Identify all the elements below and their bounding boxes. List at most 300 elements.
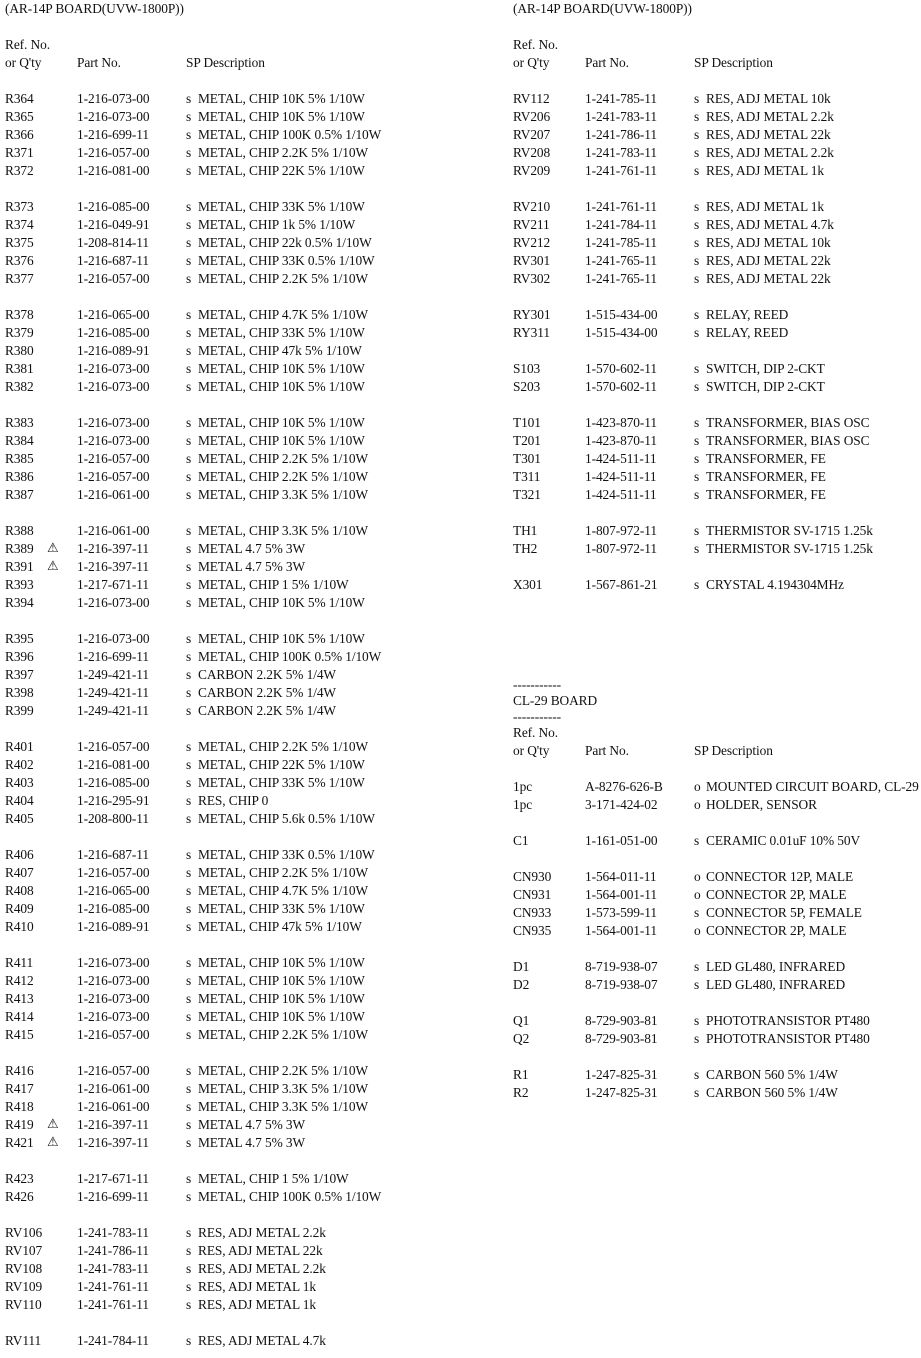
part-description: METAL, CHIP 10K 5% 1/10W xyxy=(198,631,365,646)
group-spacer xyxy=(513,994,921,1012)
part-description: RES, ADJ METAL 1k xyxy=(706,163,824,178)
ref-number-text: RV207 xyxy=(513,127,551,142)
ref-number-text: R387 xyxy=(5,487,34,502)
part-number: 1-216-057-00 xyxy=(77,1027,150,1042)
part-description: METAL, CHIP 33K 5% 1/10W xyxy=(198,325,365,340)
sp-code: s xyxy=(694,541,700,556)
part-row xyxy=(5,216,460,234)
part-number: 1-216-397-11 xyxy=(77,1135,149,1150)
part-row xyxy=(5,162,460,180)
sp-code: s xyxy=(694,361,700,376)
part-number: 1-216-057-00 xyxy=(77,1063,150,1078)
ref-number-text: R375 xyxy=(5,235,34,250)
part-description: METAL, CHIP 10K 5% 1/10W xyxy=(198,91,365,106)
part-description: METAL, CHIP 10K 5% 1/10W xyxy=(198,955,365,970)
part-description: METAL, CHIP 1k 5% 1/10W xyxy=(198,217,356,232)
part-description: METAL, CHIP 100K 0.5% 1/10W xyxy=(198,1189,382,1204)
part-description: METAL, CHIP 10K 5% 1/10W xyxy=(198,991,365,1006)
ref-number xyxy=(513,324,585,342)
spacer xyxy=(513,760,921,778)
ref-number xyxy=(5,864,77,882)
part-number: 1-573-599-11 xyxy=(585,905,657,920)
part-number: 1-423-870-11 xyxy=(585,415,657,430)
part-number: 1-216-065-00 xyxy=(77,307,150,322)
part-row xyxy=(5,324,460,342)
part-row xyxy=(5,1278,460,1296)
part-number: 1-564-001-11 xyxy=(585,923,657,938)
sp-code: s xyxy=(186,199,192,214)
ref-number-text: R415 xyxy=(5,1027,34,1042)
part-row xyxy=(5,468,460,486)
ref-number-text: RV302 xyxy=(513,271,551,286)
part-number: 1-515-434-00 xyxy=(585,307,658,322)
part-description: RES, ADJ METAL 2.2k xyxy=(198,1225,326,1240)
ref-number xyxy=(5,126,77,144)
part-row xyxy=(513,270,921,288)
part-number: 1-241-784-11 xyxy=(77,1333,149,1348)
ref-number xyxy=(513,922,585,940)
sp-code: s xyxy=(186,793,192,808)
ref-number-text: R391 xyxy=(5,559,34,574)
ref-number xyxy=(5,270,77,288)
ref-number xyxy=(5,1116,77,1134)
part-row xyxy=(513,904,921,922)
ref-number xyxy=(513,1066,585,1084)
part-number: 1-161-051-00 xyxy=(585,833,658,848)
ref-number-text: R378 xyxy=(5,307,34,322)
sp-code: s xyxy=(694,1031,700,1046)
sp-code: s xyxy=(186,1135,192,1150)
column-header-sp-description: SP Description xyxy=(694,55,773,70)
ref-number-text: D1 xyxy=(513,959,530,974)
part-number: 1-241-785-11 xyxy=(585,91,657,106)
part-description: CARBON 2.2K 5% 1/4W xyxy=(198,685,336,700)
part-row xyxy=(5,558,460,576)
column-header-sp-description: SP Description xyxy=(186,55,265,70)
ref-number-text: R365 xyxy=(5,109,34,124)
ref-number xyxy=(513,886,585,904)
part-description: TRANSFORMER, FE xyxy=(706,487,826,502)
ref-number-text: R419 xyxy=(5,1117,34,1132)
ref-number xyxy=(5,954,77,972)
ref-number xyxy=(5,108,77,126)
ref-number-text: R393 xyxy=(5,577,34,592)
ref-number-text: R414 xyxy=(5,1009,34,1024)
ref-number xyxy=(5,1170,77,1188)
part-description: METAL, CHIP 10K 5% 1/10W xyxy=(198,973,365,988)
part-number: 1-216-397-11 xyxy=(77,541,149,556)
board-header: (AR-14P BOARD(UVW-1800P)) xyxy=(513,1,692,16)
group-spacer xyxy=(513,180,921,198)
part-row xyxy=(5,630,460,648)
sp-code: s xyxy=(186,757,192,772)
part-description: CONNECTOR 2P, MALE xyxy=(706,887,847,902)
ref-number xyxy=(5,252,77,270)
sp-code: s xyxy=(694,1067,700,1082)
part-number: 1-216-687-11 xyxy=(77,847,149,862)
part-number: 1-216-061-00 xyxy=(77,1081,150,1096)
part-description: CONNECTOR 12P, MALE xyxy=(706,869,854,884)
part-description: PHOTOTRANSISTOR PT480 xyxy=(706,1013,870,1028)
part-number: 1-564-001-11 xyxy=(585,887,657,902)
group-spacer xyxy=(513,814,921,832)
group-spacer xyxy=(5,396,460,414)
part-description: METAL, CHIP 33K 0.5% 1/10W xyxy=(198,847,375,862)
part-description: CRYSTAL 4.194304MHz xyxy=(706,577,844,592)
part-number: 1-249-421-11 xyxy=(77,703,149,718)
sp-code: s xyxy=(186,919,192,934)
part-description: METAL, CHIP 2.2K 5% 1/10W xyxy=(198,451,368,466)
ref-number-text: R389 xyxy=(5,541,34,556)
part-description: METAL, CHIP 10K 5% 1/10W xyxy=(198,1009,365,1024)
part-row xyxy=(513,126,921,144)
part-description: METAL 4.7 5% 3W xyxy=(198,1135,306,1150)
column-header-row xyxy=(5,54,460,72)
ref-number xyxy=(513,958,585,976)
ref-number xyxy=(5,558,77,576)
part-row xyxy=(513,868,921,886)
ref-number xyxy=(5,1008,77,1026)
sp-code: s xyxy=(186,1189,192,1204)
part-number: 1-217-671-11 xyxy=(77,577,149,592)
part-row xyxy=(5,486,460,504)
part-number: 1-216-061-00 xyxy=(77,523,150,538)
ref-number xyxy=(5,1296,77,1314)
part-row xyxy=(5,540,460,558)
part-row xyxy=(513,90,921,108)
spacer xyxy=(513,72,921,90)
part-number: 8-719-938-07 xyxy=(585,977,658,992)
part-description: TRANSFORMER, BIAS OSC xyxy=(706,415,870,430)
sp-code: s xyxy=(186,379,192,394)
ref-number xyxy=(5,1188,77,1206)
group-spacer xyxy=(513,342,921,360)
ref-number xyxy=(513,1030,585,1048)
ref-number xyxy=(513,904,585,922)
sp-code: s xyxy=(186,685,192,700)
ref-number-text: RV106 xyxy=(5,1225,43,1240)
part-row xyxy=(5,954,460,972)
part-number: 1-216-073-00 xyxy=(77,109,150,124)
ref-number xyxy=(5,738,77,756)
sp-code: s xyxy=(186,307,192,322)
sp-code: s xyxy=(186,487,192,502)
sp-code: s xyxy=(694,217,700,232)
part-description: METAL, CHIP 5.6k 0.5% 1/10W xyxy=(198,811,375,826)
group-spacer xyxy=(513,940,921,958)
ref-number-text: Q2 xyxy=(513,1031,530,1046)
ref-number xyxy=(5,684,77,702)
sp-code: s xyxy=(186,901,192,916)
part-number: 1-247-825-31 xyxy=(585,1085,658,1100)
part-row xyxy=(5,702,460,720)
sp-code: s xyxy=(186,955,192,970)
ref-number xyxy=(513,162,585,180)
sp-code: s xyxy=(694,253,700,268)
ref-number-text: R421 xyxy=(5,1135,34,1150)
part-row xyxy=(5,1080,460,1098)
ref-number-text: CN935 xyxy=(513,923,552,938)
ref-number xyxy=(5,1332,77,1350)
part-row xyxy=(5,774,460,792)
part-number: 1-241-761-11 xyxy=(77,1279,149,1294)
ref-number xyxy=(5,648,77,666)
sp-code: s xyxy=(186,343,192,358)
sp-code: s xyxy=(186,1171,192,1186)
sp-code: s xyxy=(186,1009,192,1024)
sp-code: s xyxy=(186,991,192,1006)
ref-number-text: RY311 xyxy=(513,325,550,340)
ref-number-text: R385 xyxy=(5,451,34,466)
part-row xyxy=(513,778,921,796)
ref-number xyxy=(5,846,77,864)
ref-number-text: X301 xyxy=(513,577,543,592)
part-row xyxy=(5,1170,460,1188)
ref-number-text: R398 xyxy=(5,685,34,700)
part-number: 1-217-671-11 xyxy=(77,1171,149,1186)
ref-number xyxy=(513,126,585,144)
part-row xyxy=(513,1030,921,1048)
part-description: METAL, CHIP 47k 5% 1/10W xyxy=(198,343,362,358)
ref-number xyxy=(513,796,585,814)
part-description: METAL, CHIP 1 5% 1/10W xyxy=(198,577,349,592)
part-description: RES, ADJ METAL 2.2k xyxy=(198,1261,326,1276)
part-number: 1-241-765-11 xyxy=(585,271,657,286)
part-description: METAL, CHIP 33K 5% 1/10W xyxy=(198,901,365,916)
ref-number-text: R407 xyxy=(5,865,34,880)
ref-number-text: S203 xyxy=(513,379,541,394)
part-description: METAL, CHIP 2.2K 5% 1/10W xyxy=(198,1063,368,1078)
part-row xyxy=(5,1224,460,1242)
sp-code: s xyxy=(186,469,192,484)
group-spacer xyxy=(5,288,460,306)
ref-number xyxy=(513,540,585,558)
part-description: METAL, CHIP 2.2K 5% 1/10W xyxy=(198,469,368,484)
ref-number-text: R402 xyxy=(5,757,34,772)
part-row xyxy=(5,1188,460,1206)
part-row xyxy=(5,738,460,756)
sp-code: s xyxy=(186,667,192,682)
part-number: 1-241-783-11 xyxy=(585,109,657,124)
ref-number xyxy=(5,216,77,234)
part-row xyxy=(513,886,921,904)
part-row xyxy=(5,306,460,324)
part-number: 8-729-903-81 xyxy=(585,1013,658,1028)
part-row xyxy=(5,126,460,144)
sp-code: o xyxy=(694,923,701,938)
ref-number xyxy=(513,486,585,504)
sp-code: s xyxy=(694,905,700,920)
ref-number-text: R401 xyxy=(5,739,34,754)
ref-number-text: R406 xyxy=(5,847,34,862)
ref-number xyxy=(5,576,77,594)
part-description: TRANSFORMER, FE xyxy=(706,451,826,466)
ref-number xyxy=(5,1134,77,1152)
part-row xyxy=(5,414,460,432)
sp-code: s xyxy=(694,959,700,974)
part-row xyxy=(513,958,921,976)
sp-code: s xyxy=(694,523,700,538)
ref-number xyxy=(5,810,77,828)
ref-number-text: R403 xyxy=(5,775,34,790)
ref-number-text: T301 xyxy=(513,451,541,466)
part-row xyxy=(5,864,460,882)
part-number: 1-424-511-11 xyxy=(585,487,657,502)
sp-code: s xyxy=(694,487,700,502)
ref-number-text: T201 xyxy=(513,433,541,448)
part-description: RES, ADJ METAL 22k xyxy=(706,253,831,268)
part-description: METAL, CHIP 100K 0.5% 1/10W xyxy=(198,649,382,664)
group-spacer xyxy=(5,828,460,846)
ref-number-text: RY301 xyxy=(513,307,551,322)
sp-code: s xyxy=(186,775,192,790)
sp-code: s xyxy=(186,847,192,862)
section-title-cl29: CL-29 BOARD xyxy=(513,693,598,708)
part-number: 1-216-089-91 xyxy=(77,343,150,358)
ref-number-text: C1 xyxy=(513,833,529,848)
sp-code: s xyxy=(186,325,192,340)
ref-number-text: CN930 xyxy=(513,869,552,884)
part-number: 1-249-421-11 xyxy=(77,685,149,700)
ref-number xyxy=(5,900,77,918)
ref-number xyxy=(5,774,77,792)
ref-number xyxy=(5,432,77,450)
part-number: 1-241-761-11 xyxy=(77,1297,149,1312)
ref-number xyxy=(513,414,585,432)
part-description: HOLDER, SENSOR xyxy=(706,797,817,812)
ref-number-text: R412 xyxy=(5,973,34,988)
part-number: 1-247-825-31 xyxy=(585,1067,658,1082)
part-description: RES, ADJ METAL 2.2k xyxy=(706,109,834,124)
ref-number xyxy=(5,972,77,990)
part-row xyxy=(5,90,460,108)
part-number: 1-216-073-00 xyxy=(77,631,150,646)
part-description: METAL, CHIP 100K 0.5% 1/10W xyxy=(198,127,382,142)
part-description: METAL, CHIP 10K 5% 1/10W xyxy=(198,433,365,448)
safety-warning-icon: ⚠ xyxy=(47,541,59,556)
ref-number-text: R409 xyxy=(5,901,34,916)
part-description: RES, CHIP 0 xyxy=(198,793,269,808)
sp-code: o xyxy=(694,797,701,812)
ref-number-text: R404 xyxy=(5,793,34,808)
part-row xyxy=(5,792,460,810)
sp-code: s xyxy=(186,1099,192,1114)
sp-code: s xyxy=(186,559,192,574)
part-description: METAL, CHIP 10K 5% 1/10W xyxy=(198,361,365,376)
ref-number xyxy=(5,342,77,360)
part-description: THERMISTOR SV-1715 1.25k xyxy=(706,523,873,538)
ref-number-text: S103 xyxy=(513,361,541,376)
sp-code: s xyxy=(694,1085,700,1100)
part-number: 1-216-397-11 xyxy=(77,1117,149,1132)
sp-code: s xyxy=(186,1261,192,1276)
group-spacer xyxy=(5,504,460,522)
ref-number-text: D2 xyxy=(513,977,530,992)
sp-code: s xyxy=(186,1333,192,1348)
sp-code: s xyxy=(186,271,192,286)
part-description: RES, ADJ METAL 22k xyxy=(198,1243,323,1258)
part-description: METAL, CHIP 3.3K 5% 1/10W xyxy=(198,1099,368,1114)
part-description: CARBON 560 5% 1/4W xyxy=(706,1067,838,1082)
ref-number-text: RV301 xyxy=(513,253,551,268)
ref-number xyxy=(5,1278,77,1296)
ref-number-text: R396 xyxy=(5,649,34,664)
part-number: 1-216-073-00 xyxy=(77,433,150,448)
part-description: METAL, CHIP 10K 5% 1/10W xyxy=(198,379,365,394)
part-number: 1-241-786-11 xyxy=(585,127,657,142)
ref-number xyxy=(5,756,77,774)
ref-number-text: RV210 xyxy=(513,199,551,214)
part-description: METAL, CHIP 3.3K 5% 1/10W xyxy=(198,523,368,538)
part-number: 8-729-903-81 xyxy=(585,1031,658,1046)
part-description: METAL, CHIP 22K 5% 1/10W xyxy=(198,757,365,772)
ref-number xyxy=(5,1260,77,1278)
part-row xyxy=(5,270,460,288)
ref-number-text: R418 xyxy=(5,1099,34,1114)
part-number: 1-208-814-11 xyxy=(77,235,149,250)
part-row xyxy=(513,486,921,504)
ref-number xyxy=(5,540,77,558)
ref-number-text: R2 xyxy=(513,1085,529,1100)
column-header-row xyxy=(513,742,921,760)
part-description: TRANSFORMER, BIAS OSC xyxy=(706,433,870,448)
part-number: 1-216-085-00 xyxy=(77,775,150,790)
part-number: 1-515-434-00 xyxy=(585,325,658,340)
spacer xyxy=(513,18,921,36)
parts-list-left xyxy=(5,90,460,1350)
part-description: METAL, CHIP 22k 0.5% 1/10W xyxy=(198,235,372,250)
part-description: METAL, CHIP 3.3K 5% 1/10W xyxy=(198,487,368,502)
ref-number xyxy=(513,450,585,468)
sp-code: s xyxy=(186,145,192,160)
part-row xyxy=(513,216,921,234)
sp-code: s xyxy=(694,1013,700,1028)
part-description: RES, ADJ METAL 2.2k xyxy=(706,145,834,160)
part-row xyxy=(5,234,460,252)
part-row xyxy=(5,450,460,468)
part-number: 1-216-061-00 xyxy=(77,1099,150,1114)
part-description: METAL, CHIP 33K 0.5% 1/10W xyxy=(198,253,375,268)
ref-number xyxy=(5,630,77,648)
sp-code: s xyxy=(186,361,192,376)
part-number: 1-216-073-00 xyxy=(77,91,150,106)
part-description: CONNECTOR 2P, MALE xyxy=(706,923,847,938)
spacer xyxy=(513,594,921,678)
part-description: METAL, CHIP 2.2K 5% 1/10W xyxy=(198,145,368,160)
part-number: 1-216-057-00 xyxy=(77,739,150,754)
part-number: 8-719-938-07 xyxy=(585,959,658,974)
part-description: SWITCH, DIP 2-CKT xyxy=(706,361,825,376)
part-row xyxy=(513,414,921,432)
part-number: 1-216-397-11 xyxy=(77,559,149,574)
group-spacer xyxy=(513,1048,921,1066)
part-row xyxy=(5,1062,460,1080)
part-row xyxy=(5,198,460,216)
part-number: 1-216-699-11 xyxy=(77,1189,149,1204)
part-row xyxy=(5,846,460,864)
group-spacer xyxy=(5,180,460,198)
part-row xyxy=(5,1260,460,1278)
ref-number-text: R394 xyxy=(5,595,34,610)
ref-number-text: RV112 xyxy=(513,91,550,106)
sp-code: s xyxy=(186,1027,192,1042)
ref-number xyxy=(513,306,585,324)
ref-number-text: R374 xyxy=(5,217,34,232)
sp-code: s xyxy=(186,109,192,124)
part-row xyxy=(5,666,460,684)
part-description: RES, ADJ METAL 1k xyxy=(198,1279,316,1294)
column-header-qty: or Q'ty xyxy=(513,743,550,758)
